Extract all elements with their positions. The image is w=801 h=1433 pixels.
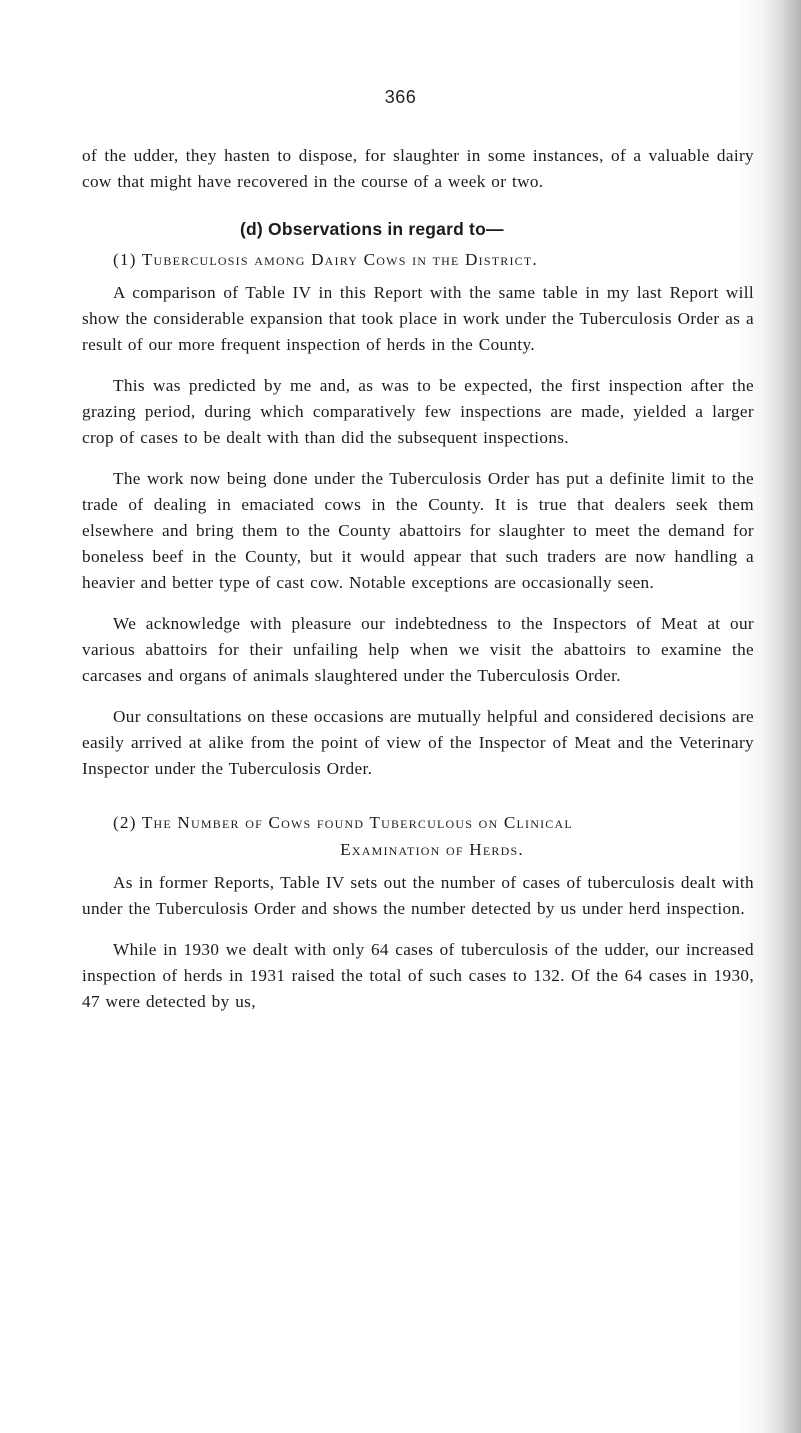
paragraph-trade-limit: The work now being done under the Tuberculosis Order has put a definite limit to the trade of dealing in emaciated cows in the County. It is true that dealers seek them elsewhere and bring them to the County abattoirs for slaughter to meet the demand for boneless beef in the County, but it would appear that such traders are now handling a heavier and better type of cast cow. Notable exceptions are occasionally seen. — [82, 469, 754, 592]
paragraph-udder-cases: While in 1930 we dealt with only 64 cases of tuberculosis of the udder, our increased inspection of herds in 1931 raised the total of such cases to 132. Of the 64 cases in 1930, 47 were detected by us, — [82, 940, 754, 1011]
subsection-heading-1: (1) Tuberculosis among Dairy Cows in the District. — [113, 250, 538, 269]
paragraph-consultations: Our consultations on these occasions are mutually helpful and considered decisions are easily arrived at alike from the point of view of the Inspector of Meat and the Veterinary Inspector under the Tuberculosis Order. — [82, 707, 754, 778]
section-heading-d: (d) Observations in regard to— — [240, 219, 504, 239]
paragraph-comparison: A comparison of Table IV in this Report with the same table in my last Report will show the considerable expansion that took place in work under the Tuberculosis Order as a result of our more frequent inspection of herds in the County. — [82, 283, 754, 354]
page-body — [82, 143, 754, 1015]
paragraph-former-reports: As in former Reports, Table IV sets out the number of cases of tuberculosis dealt with under the Tuberculosis Order and shows the number detected by us under herd inspection. — [82, 873, 754, 918]
paragraph-acknowledgement: We acknowledge with pleasure our indebtedness to the Inspectors of Meat at our various abattoirs for their unfailing help when we visit the abattoirs to examine the carcases and organs of animals slaughtered under the Tuberculosis Order. — [82, 614, 754, 685]
paragraph-continuation: of the udder, they hasten to dispose, for slaughter in some instances, of a valuable dairy cow that might have recovered in the course of a week or two. — [82, 146, 754, 191]
paragraph-prediction: This was predicted by me and, as was to be expected, the first inspection after the grazing period, during which comparatively few inspections are made, yielded a larger crop of cases to be dealt with than did the subsequent inspections. — [82, 376, 754, 447]
page-edge-shadow — [761, 0, 801, 1433]
page-number: 366 — [384, 87, 417, 107]
subsection-heading-2-line-2: Examination of Herds. — [340, 840, 524, 859]
subsection-heading-2-line-1: (2) The Number of Cows found Tuberculous on Clinical — [113, 813, 573, 832]
subsection-heading-2 — [82, 809, 754, 863]
